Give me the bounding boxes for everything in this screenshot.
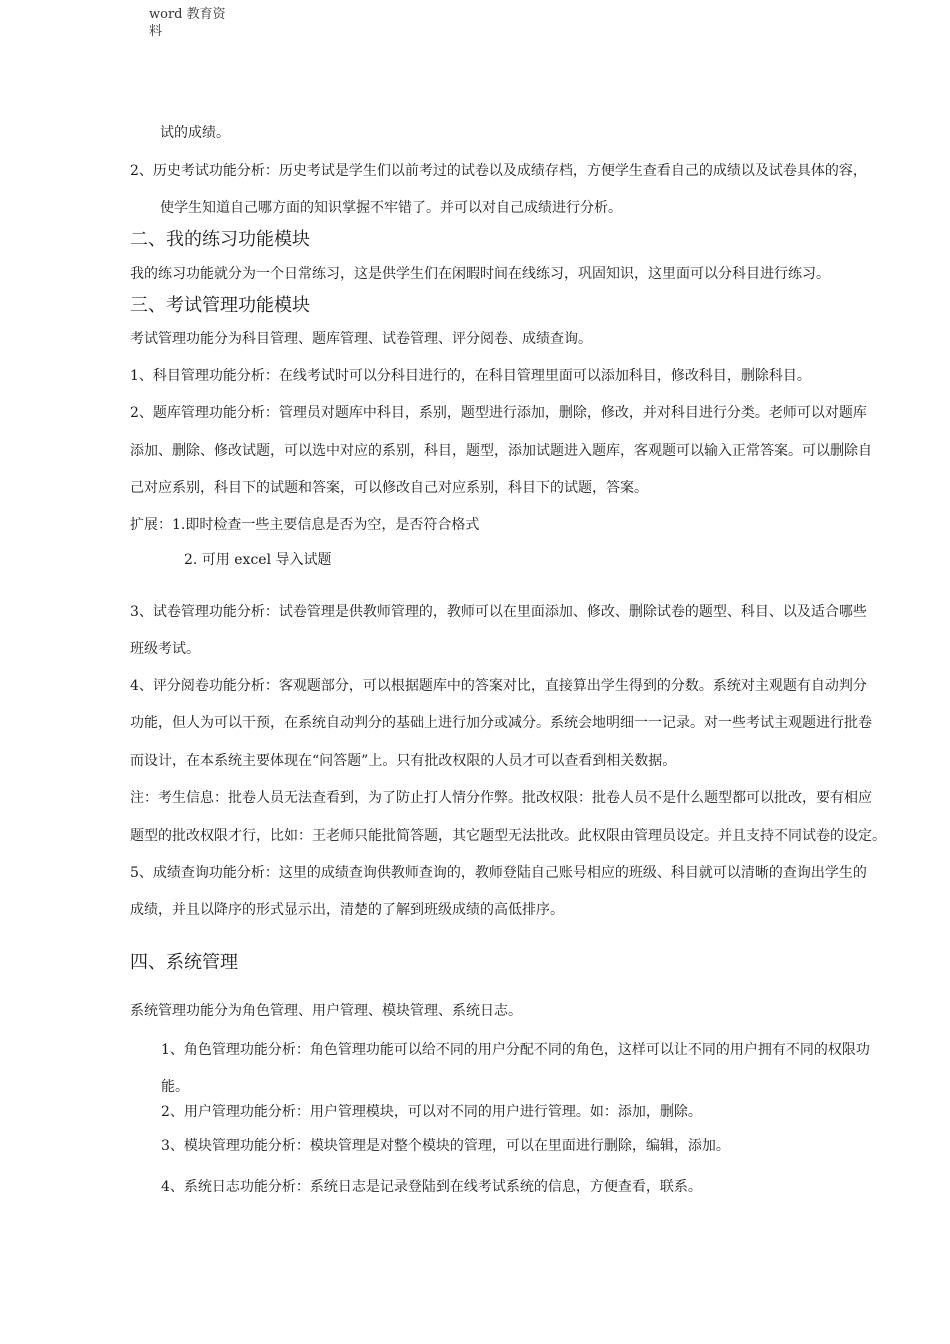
paragraph-line: 5、成绩查询功能分析：这里的成绩查询供教师查询的，教师登陆自己账号相应的班级、科目就可以清晰的查询出学生的 [130,865,867,881]
paragraph-line: 我的练习功能就分为一个日常练习，这是供学生们在闲暇时间在线练习，巩固知识，这里面可以分科目进行练习。 [130,266,830,282]
paragraph-line: 2、用户管理功能分析：用户管理模块，可以对不同的用户进行管理。如：添加，删除。 [161,1104,702,1120]
section-heading: 四、系统管理 [130,952,238,973]
paragraph-line: 题型的批改权限才行，比如：王老师只能批简答题，其它题型无法批改。此权限由管理员设定。并且支持不同试卷的设定。 [130,828,886,844]
paragraph-line: 2. 可用 excel 导入试题 [184,552,332,568]
paragraph-line: 而设计，在本系统主要体现在“问答题”上。只有批改权限的人员才可以查看到相关数据。 [130,753,677,769]
paragraph-line: 试的成绩。 [160,125,230,141]
paragraph-line: 使学生知道自己哪方面的知识掌握不牢错了。并可以对自己成绩进行分析。 [160,200,622,216]
paragraph-line: 2、题库管理功能分析：管理员对题库中科目，系别，题型进行添加，删除，修改，并对科目进行分类。老师可以对题库 [130,405,867,421]
section-heading: 二、我的练习功能模块 [130,229,310,250]
paragraph-line: 功能，但人为可以干预，在系统自动判分的基础上进行加分或减分。系统会地明细一一记录。对一些考试主观题进行批卷 [130,715,872,731]
paragraph-line: 4、系统日志功能分析：系统日志是记录登陆到在线考试系统的信息，方便查看，联系。 [161,1179,702,1195]
watermark-text: word 教育资料 [149,7,226,39]
paragraph-line: 考试管理功能分为科目管理、题库管理、试卷管理、评分阅卷、成绩查询。 [130,331,592,347]
paragraph-line: 班级考试。 [130,641,200,657]
paragraph-line: 扩展：1.即时检查一些主要信息是否为空，是否符合格式 [130,517,480,533]
paragraph-line: 注：考生信息：批卷人员无法查看到，为了防止打人情分作弊。批改权限：批卷人员不是什么题型都可以批改，要有相应 [130,790,872,806]
paragraph-line: 3、试卷管理功能分析：试卷管理是供教师管理的，教师可以在里面添加、修改、删除试卷的题型、科目、以及适合哪些 [130,604,867,620]
paragraph-line: 1、科目管理功能分析：在线考试时可以分科目进行的，在科目管理里面可以添加科目，修改科目，删除科目。 [130,368,811,384]
paragraph-line: 2、历史考试功能分析：历史考试是学生们以前考过的试卷以及成绩存档，方便学生查看自己的成绩以及试卷具体的容， [130,163,867,179]
paragraph-line: 4、评分阅卷功能分析：客观题部分，可以根据题库中的答案对比，直接算出学生得到的分数。系统对主观题有自动判分 [130,678,867,694]
section-heading: 三、考试管理功能模块 [130,295,310,316]
paragraph-line: 3、模块管理功能分析：模块管理是对整个模块的管理，可以在里面进行删除，编辑，添加。 [161,1138,730,1154]
paragraph-line: 成绩，并且以降序的形式显示出，清楚的了解到班级成绩的高低排序。 [130,902,564,918]
paragraph-line: 1、角色管理功能分析：角色管理功能可以给不同的用户分配不同的角色，这样可以让不同的用户拥有不同的权限功 [161,1042,870,1058]
paragraph-line: 添加、删除、修改试题，可以选中对应的系别，科目，题型，添加试题进入题库，客观题可以输入正常答案。可以删除自 [130,443,872,459]
paragraph-line: 能。 [161,1079,189,1095]
paragraph-line: 系统管理功能分为角色管理、用户管理、模块管理、系统日志。 [130,1003,522,1019]
paragraph-line: 己对应系别，科目下的试题和答案，可以修改自己对应系别，科目下的试题，答案。 [130,480,648,496]
